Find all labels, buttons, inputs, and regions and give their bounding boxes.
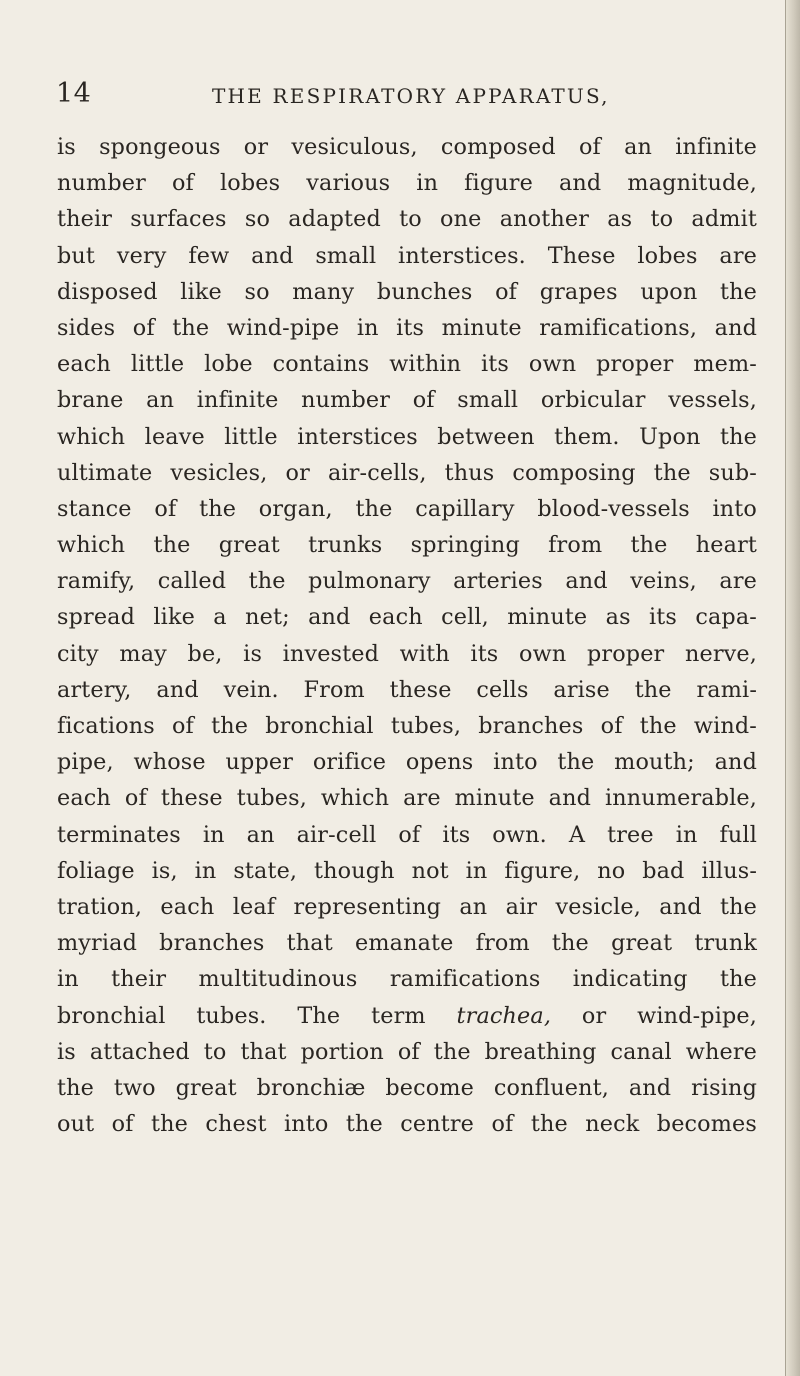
text-line: in their multitudinous ramifications indicating the xyxy=(57,966,757,993)
body-text xyxy=(57,129,757,1142)
running-title: THE RESPIRATORY APPARATUS, xyxy=(212,84,610,108)
text-line: out of the chest into the centre of the neck becomes xyxy=(57,1111,757,1138)
text-line: but very few and small interstices. These lobes are xyxy=(57,242,757,269)
text-line: is spongeous or vesiculous, composed of an infinite xyxy=(57,134,757,160)
text-line: tration, each leaf representing an air vesicle, and the xyxy=(57,893,757,920)
text-line: ramify, called the pulmonary arteries and veins, are xyxy=(57,568,757,595)
page-edge xyxy=(785,0,800,1376)
text-line: brane an infinite number of small orbicular vessels, xyxy=(57,387,757,414)
text-line: disposed like so many bunches of grapes upon the xyxy=(57,278,757,305)
text-segment: or wind-pipe, xyxy=(551,1002,758,1029)
text-line: the two great bronchiæ become confluent, and rising xyxy=(57,1074,757,1101)
text-line: stance of the organ, the capillary blood-vessels into xyxy=(57,495,757,522)
text-line: which leave little interstices between them. Upon the xyxy=(57,423,757,450)
text-line: number of lobes various in figure and magnitude, xyxy=(57,170,757,197)
text-segment: bronchial tubes. The term xyxy=(57,1002,457,1029)
page-header xyxy=(56,78,756,114)
text-line-trachea xyxy=(57,998,757,1034)
text-line: pipe, whose upper orifice opens into the mouth; and xyxy=(57,749,757,776)
text-line: myriad branches that emanate from the great trunk xyxy=(57,930,757,957)
text-line: foliage is, in state, though not in figure, no bad illus- xyxy=(57,857,757,884)
text-line: spread like a net; and each cell, minute as its capa- xyxy=(57,604,757,631)
text-line: each little lobe contains within its own proper mem- xyxy=(57,351,757,378)
page-number: 14 xyxy=(56,78,92,109)
text-line: artery, and vein. From these cells arise the rami- xyxy=(57,676,757,703)
text-line: terminates in an air-cell of its own. A tree in full xyxy=(57,821,757,848)
text-line: is attached to that portion of the breathing canal where xyxy=(57,1038,757,1065)
text-line: their surfaces so adapted to one another as to admit xyxy=(57,206,757,233)
text-line: fications of the bronchial tubes, branches of the wind- xyxy=(57,713,757,739)
text-line: each of these tubes, which are minute and innumerable, xyxy=(57,785,757,812)
text-line: ultimate vesicles, or air-cells, thus composing the sub- xyxy=(57,459,757,486)
text-line: sides of the wind-pipe in its minute ramifications, and xyxy=(57,314,757,341)
italic-term: trachea, xyxy=(456,1002,552,1029)
text-line: city may be, is invested with its own proper nerve, xyxy=(57,640,757,667)
text-line: which the great trunks springing from the heart xyxy=(57,532,757,559)
